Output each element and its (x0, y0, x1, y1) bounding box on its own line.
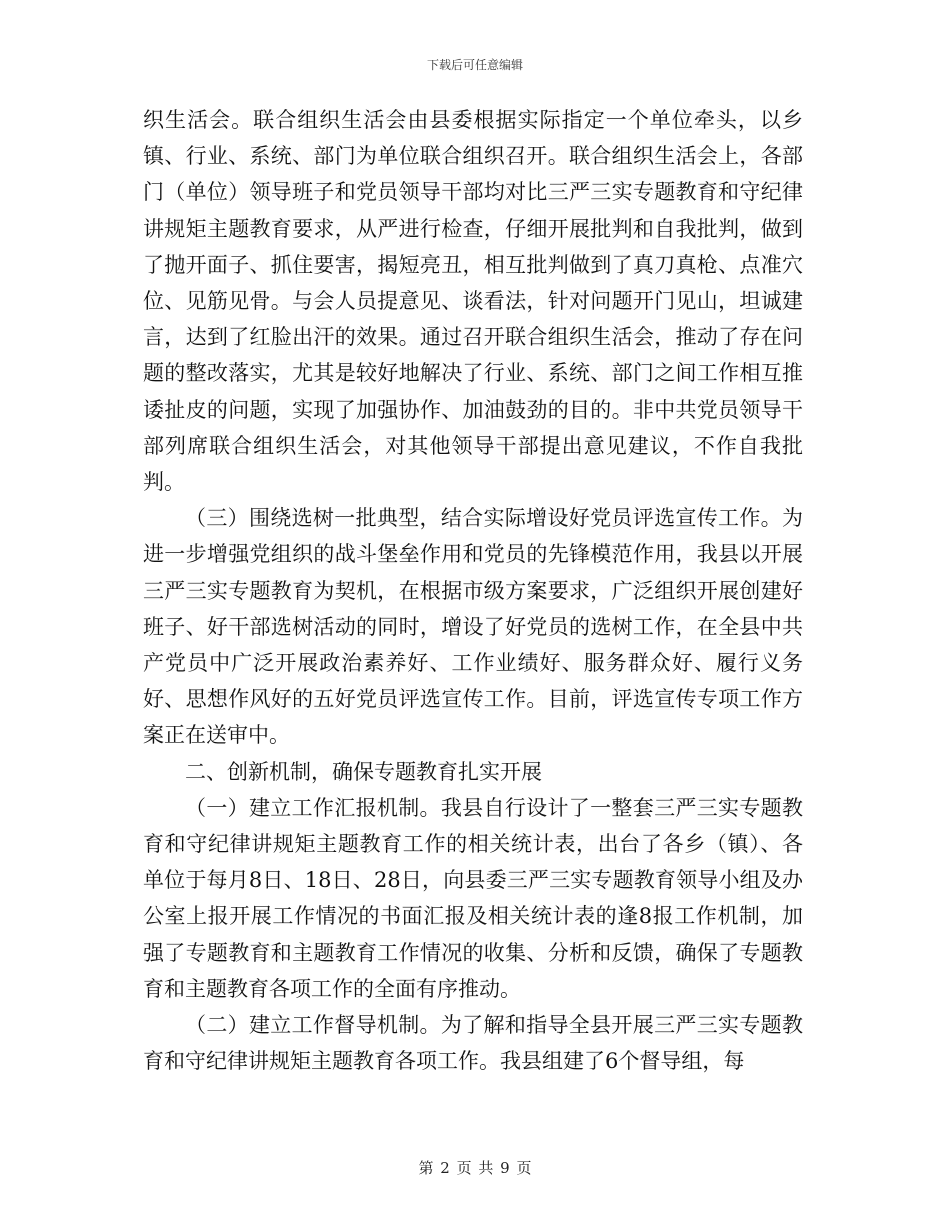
document-body (143, 102, 803, 1079)
section-heading: 二、创新机制，确保专题教育扎实开展 (185, 759, 542, 784)
page-header: 下载后可任意编辑 (426, 58, 523, 72)
paragraph-2: （三）围绕选树一批典型，结合实际增设好党员评选宣传工作。为进一步增强党组织的战斗堡垒作用和党员的先锋模范作用，我县以开展三严三实专题教育为契机，在根据市级方案要求，广泛组织开展创建好班子、好干部选树活动的同时，增设了好党员的选树工作，在全县中共产党员中广泛开展政治素养好、工作业绩好、服务群众好、履行义务好、思想作风好的五好党员评选宣传工作。目前，评选宣传专项工作方案正在送审中。 (143, 506, 803, 748)
paragraph-4: （二）建立工作督导机制。为了解和指导全县开展三严三实专题教育和守纪律讲规矩主题教育各项工作。我县组建了6个督导组，每 (143, 1013, 803, 1074)
paragraph-3: （一）建立工作汇报机制。我县自行设计了一整套三严三实专题教育和守纪律讲规矩主题教育工作的相关统计表，出台了各乡（镇）、各单位于每月8日、18日、28日，向县委三严三实专题教育领导小组及办公室上报开展工作情况的书面汇报及相关统计表的逢8报工作机制，加强了专题教育和主题教育工作情况的收集、分析和反馈，确保了专题教育和主题教育各项工作的全面有序推动。 (143, 795, 803, 1001)
paragraph-1: 织生活会。联合组织生活会由县委根据实际指定一个单位牵头，以乡镇、行业、系统、部门为单位联合组织召开。联合组织生活会上，各部门（单位）领导班子和党员领导干部均对比三严三实专题教育和守纪律讲规矩主题教育要求，从严进行检查，仔细开展批判和自我批判，做到了抛开面子、抓住要害，揭短亮丑，相互批判做到了真刀真枪、点准穴位、见筋见骨。与会人员提意见、谈看法，针对问题开门见山，坦诚建言，达到了红脸出汗的效果。通过召开联合组织生活会，推动了存在问题的整改落实，尤其是较好地解决了行业、系统、部门之间工作相互推诿扯皮的问题，实现了加强协作、加油鼓劲的目的。非中共党员领导干部列席联合组织生活会，对其他领导干部提出意见建议，不作自我批判。 (143, 108, 803, 495)
page-number: 第 2 页 共 9 页 (418, 1159, 532, 1177)
